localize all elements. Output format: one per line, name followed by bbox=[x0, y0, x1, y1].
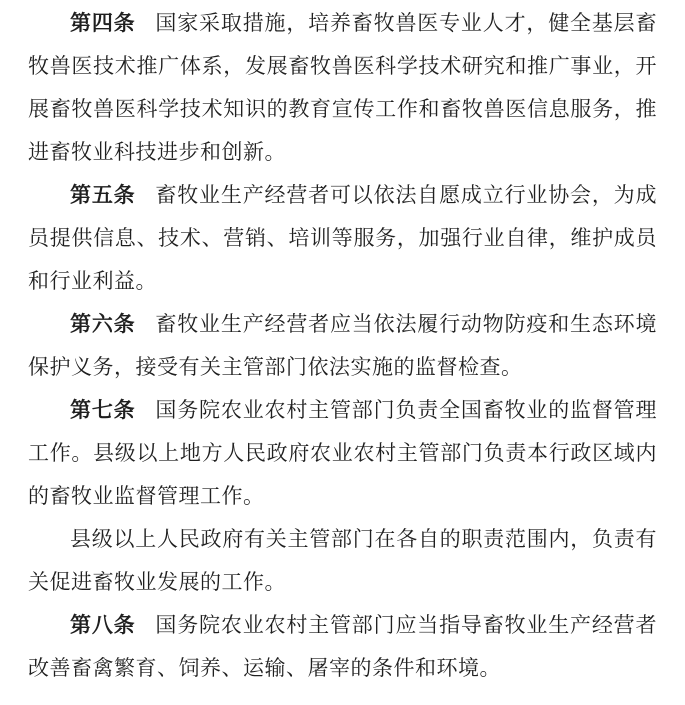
article-number-6: 第六条 bbox=[70, 313, 136, 336]
paragraph-article-7-continuation bbox=[28, 518, 657, 604]
paragraph-article-7 bbox=[28, 389, 657, 518]
article-text-8: 国务院农业农村主管部门应当指导畜牧业生产经营者改善畜禽繁育、饲养、运输、屠宰的条件和环境。 bbox=[28, 613, 657, 680]
article-text-7: 国务院农业农村主管部门负责全国畜牧业的监督管理工作。县级以上地方人民政府农业农村主管部门负责本行政区域内的畜牧业监督管理工作。 bbox=[28, 398, 657, 508]
article-text-5: 畜牧业生产经营者可以依法自愿成立行业协会，为成员提供信息、技术、营销、培训等服务，加强行业自律，维护成员和行业利益。 bbox=[28, 183, 657, 293]
paragraph-article-5 bbox=[28, 174, 657, 303]
article-text-6: 畜牧业生产经营者应当依法履行动物防疫和生态环境保护义务，接受有关主管部门依法实施的监督检查。 bbox=[28, 312, 657, 379]
article-number-5: 第五条 bbox=[70, 184, 136, 207]
paragraph-article-4 bbox=[28, 2, 657, 174]
article-number-4: 第四条 bbox=[70, 12, 136, 35]
paragraph-article-8 bbox=[28, 604, 657, 690]
article-text-7b: 县级以上人民政府有关主管部门在各自的职责范围内，负责有关促进畜牧业发展的工作。 bbox=[28, 527, 657, 594]
article-number-7: 第七条 bbox=[70, 399, 136, 422]
article-text-4: 国家采取措施，培养畜牧兽医专业人才，健全基层畜牧兽医技术推广体系，发展畜牧兽医科学技术研究和推广事业，开展畜牧兽医科学技术知识的教育宣传工作和畜牧兽医信息服务，推进畜牧业科技进步和创新。 bbox=[28, 11, 657, 164]
article-number-8: 第八条 bbox=[70, 614, 136, 637]
paragraph-article-6 bbox=[28, 303, 657, 389]
